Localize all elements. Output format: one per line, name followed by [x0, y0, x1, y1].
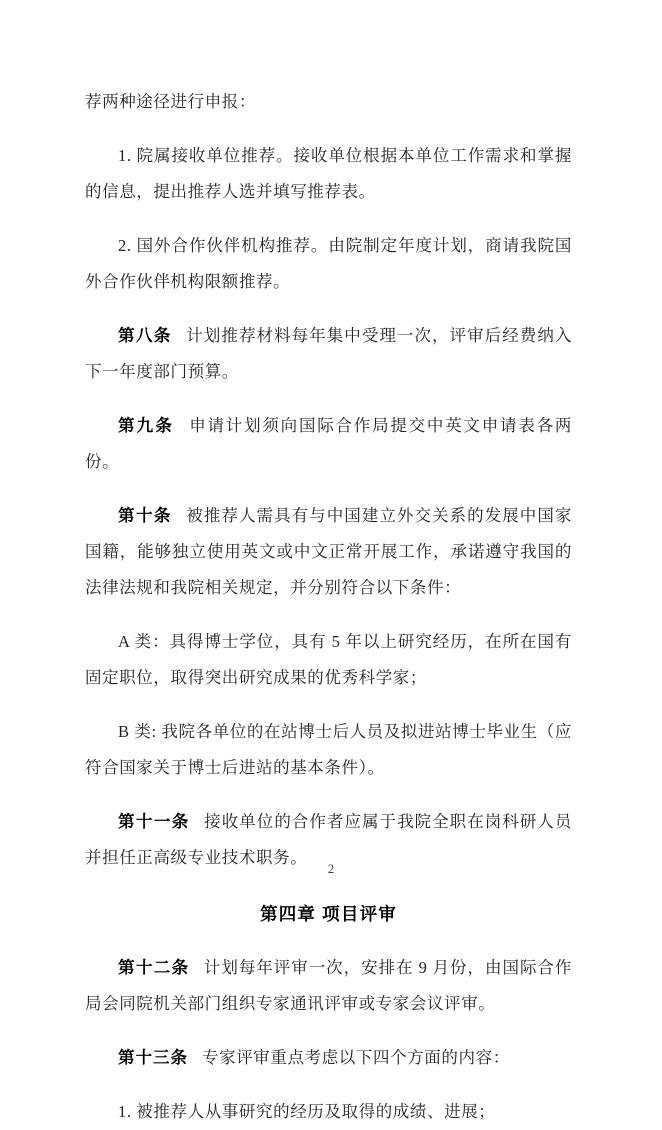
article-8-text: 计划推荐材料每年集中受理一次，评审后经费纳入下一年度部门预算。	[85, 326, 573, 381]
article-9	[85, 408, 572, 480]
item-1-recommending-unit: 1. 院属接收单位推荐。接收单位根据本单位工作需求和掌握的信息，提出推荐人选并填写推荐表。	[85, 146, 572, 201]
article-13-text: 专家评审重点考虑以下四个方面的内容：	[202, 1048, 510, 1067]
article-10-text: 被推荐人需具有与中国建立外交关系的发展中国家国籍，能够独立使用英文或中文正常开展工作，承诺遵守我国的法律法规和我院相关规定，并分别符合以下条件：	[85, 506, 573, 597]
article-13	[85, 1040, 572, 1076]
article-9-text: 申请计划须向国际合作局提交中英文申请表各两份。	[85, 416, 573, 471]
article-9-label: 第九条	[118, 417, 175, 435]
category-b: B 类: 我院各单位的在站博士后人员及拟进站博士毕业生（应符合国家关于博士后进站的基本条件）。	[85, 722, 572, 777]
review-item-1: 1. 被推荐人从事研究的经历及取得的成绩、进展；	[118, 1102, 496, 1121]
article-10-label: 第十条	[118, 507, 172, 525]
article-10	[85, 498, 572, 606]
article-11-text: 接收单位的合作者应属于我院全职在岗科研人员并担任正高级专业技术职务。	[85, 812, 572, 867]
continuation-line: 荐两种途径进行申报：	[85, 92, 256, 111]
page-number: 2	[327, 862, 335, 876]
item-2-foreign-partner: 2. 国外合作伙伴机构推荐。由院制定年度计划，商请我院国外合作伙伴机构限额推荐。	[85, 236, 572, 291]
article-12	[85, 950, 572, 1022]
article-12-label: 第十二条	[118, 959, 190, 977]
article-8-label: 第八条	[118, 327, 172, 345]
document-body	[85, 84, 572, 1130]
article-8	[85, 318, 572, 390]
article-13-label: 第十三条	[118, 1049, 188, 1067]
chapter-4-heading: 第四章 项目评审	[260, 904, 397, 924]
article-11-label: 第十一条	[118, 813, 190, 831]
article-12-text: 计划每年评审一次，安排在 9 月份，由国际合作局会同院机关部门组织专家通讯评审或专家会议评审。	[85, 958, 572, 1013]
category-a: A 类：具得博士学位，具有 5 年以上研究经历，在所在国有固定职位，取得突出研究成果的优秀科学家；	[85, 632, 572, 687]
